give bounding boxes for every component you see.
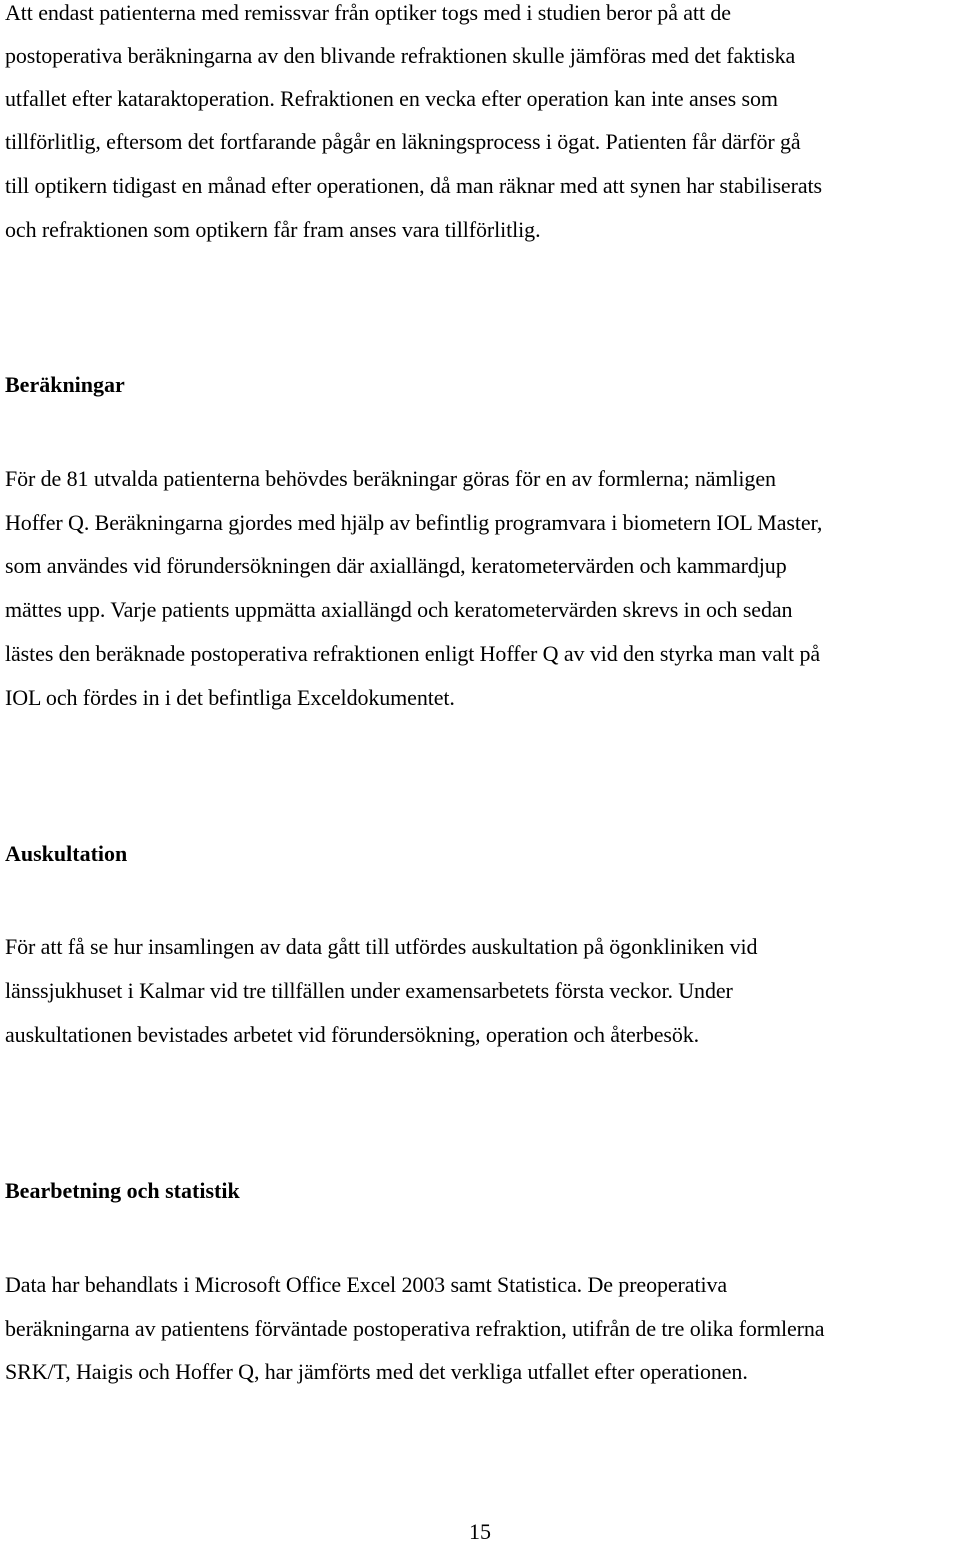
- text-line: till optikern tidigast en månad efter operationen, då man räknar med att synen har stabiliserats: [5, 173, 822, 198]
- text-line: mättes upp. Varje patients uppmätta axiallängd och keratometervärden skrevs in och sedan: [5, 597, 793, 622]
- text-line: länssjukhuset i Kalmar vid tre tillfällen under examensarbetets första veckor. Under: [5, 978, 733, 1003]
- text-line: utfallet efter kataraktoperation. Refraktionen en vecka efter operation kan inte anses som: [5, 86, 778, 111]
- text-line: IOL och fördes in i det befintliga Exceldokumentet.: [5, 685, 455, 710]
- text-line: Data har behandlats i Microsoft Office Excel 2003 samt Statistica. De preoperativa: [5, 1272, 728, 1297]
- text-line: SRK/T, Haigis och Hoffer Q, har jämförts med det verkliga utfallet efter operationen.: [5, 1359, 748, 1384]
- text-line: auskultationen bevistades arbetet vid förundersökning, operation och återbesök.: [5, 1022, 700, 1047]
- text-line: Hoffer Q. Beräkningarna gjordes med hjälp av befintlig programvara i biometern IOL Master,: [5, 510, 823, 535]
- section-heading-auskultation: Auskultation: [5, 841, 128, 866]
- section-heading-bearbetning: Bearbetning och statistik: [5, 1178, 240, 1203]
- text-line: och refraktionen som optikern får fram anses vara tillförlitlig.: [5, 217, 541, 242]
- text-line: beräkningarna av patientens förväntade postoperativa refraktion, utifrån de tre olika formlerna: [5, 1316, 825, 1341]
- text-line: För de 81 utvalda patienterna behövdes beräkningar göras för en av formlerna; nämligen: [5, 466, 776, 491]
- section-heading-berakningar: Beräkningar: [5, 372, 125, 397]
- text-line: För att få se hur insamlingen av data gått till utfördes auskultation på ögonkliniken vid: [5, 934, 758, 959]
- text-line: tillförlitlig, eftersom det fortfarande pågår en läkningsprocess i ögat. Patienten får därför gå: [5, 129, 801, 154]
- text-line: postoperativa beräkningarna av den blivande refraktionen skulle jämföras med det faktiska: [5, 43, 796, 68]
- page-number: 15: [469, 1519, 491, 1544]
- text-line: lästes den beräknade postoperativa refraktionen enligt Hoffer Q av vid den styrka man valt på: [5, 641, 821, 666]
- text-line: Att endast patienterna med remissvar från optiker togs med i studien beror på att de: [5, 0, 731, 25]
- text-line: som användes vid förundersökningen där axiallängd, keratometervärden och kammardjup: [5, 553, 787, 578]
